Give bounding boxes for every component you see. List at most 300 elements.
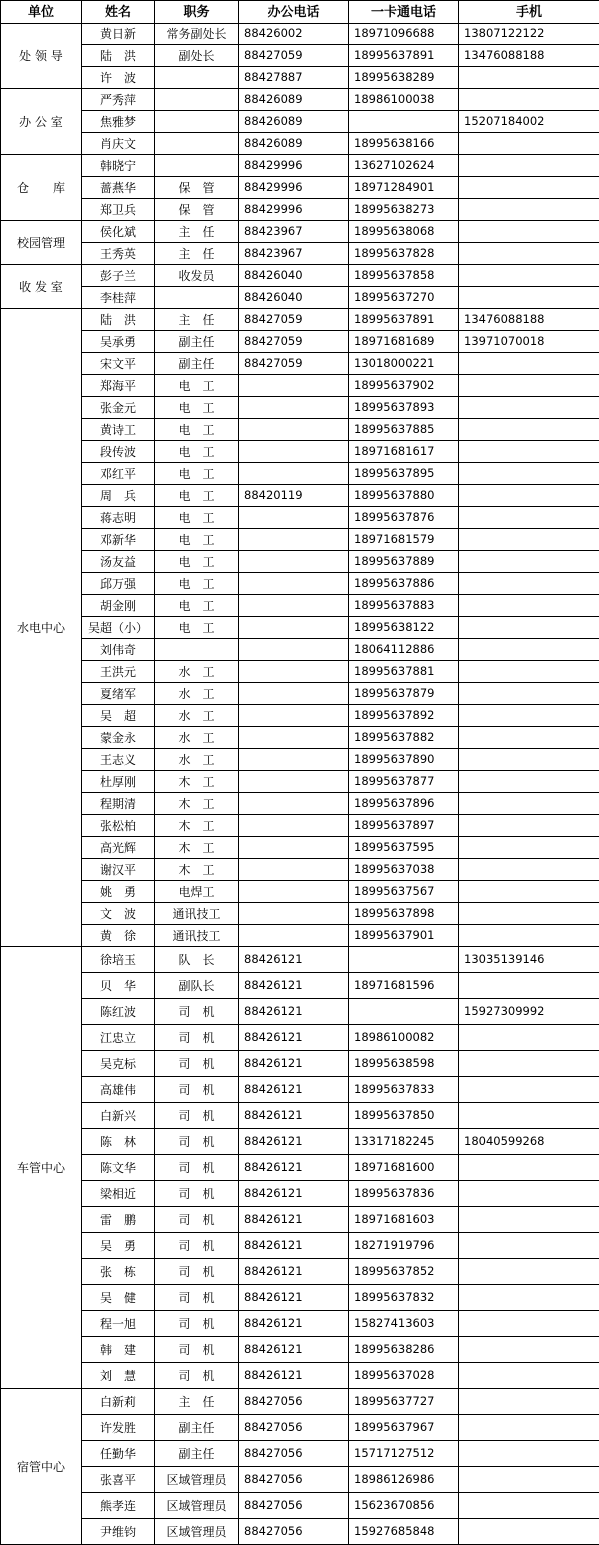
mobile-cell [459,903,599,925]
position-cell: 司 机 [155,1051,239,1077]
name-cell: 侯化斌 [82,221,155,243]
position-cell [155,155,239,177]
card-phone-cell: 18995637883 [349,595,459,617]
office-phone-cell: 88427056 [239,1441,349,1467]
position-cell [155,89,239,111]
name-cell: 周 兵 [82,485,155,507]
card-phone-cell: 18995637876 [349,507,459,529]
office-phone-cell: 88427887 [239,67,349,89]
position-cell: 副主任 [155,331,239,353]
mobile-cell [459,973,599,999]
office-phone-cell: 88427056 [239,1467,349,1493]
card-phone-cell [349,999,459,1025]
card-phone-cell: 18995637852 [349,1259,459,1285]
mobile-cell [459,815,599,837]
office-phone-cell: 88423967 [239,243,349,265]
mobile-cell [459,1181,599,1207]
name-cell: 吴 健 [82,1285,155,1311]
mobile-cell [459,573,599,595]
table-row [1,133,599,155]
table-row [1,551,599,573]
table-row [1,177,599,199]
card-phone-cell: 18995637880 [349,485,459,507]
mobile-cell [459,243,599,265]
position-cell: 司 机 [155,1363,239,1389]
mobile-cell [459,89,599,111]
table-row [1,331,599,353]
name-cell: 高光辉 [82,837,155,859]
office-phone-cell: 88427056 [239,1389,349,1415]
table-row [1,1415,599,1441]
office-phone-cell: 88427056 [239,1415,349,1441]
office-phone-cell: 88426121 [239,1207,349,1233]
card-phone-cell: 18064112886 [349,639,459,661]
name-cell: 江忠立 [82,1025,155,1051]
card-phone-cell: 18995637038 [349,859,459,881]
name-cell: 王秀英 [82,243,155,265]
name-cell: 许发胜 [82,1415,155,1441]
mobile-cell [459,727,599,749]
table-row [1,111,599,133]
name-cell: 黄日新 [82,24,155,45]
mobile-cell [459,595,599,617]
office-phone-cell: 88426121 [239,1363,349,1389]
header-name: 姓名 [82,1,155,24]
mobile-cell [459,771,599,793]
office-phone-cell [239,397,349,419]
table-row [1,947,599,973]
mobile-cell [459,1155,599,1181]
card-phone-cell: 13317182245 [349,1129,459,1155]
table-row [1,243,599,265]
mobile-cell [459,1519,599,1545]
name-cell: 程期清 [82,793,155,815]
office-phone-cell: 88426089 [239,111,349,133]
name-cell: 熊孝连 [82,1493,155,1519]
card-phone-cell: 18995637836 [349,1181,459,1207]
position-cell: 司 机 [155,1259,239,1285]
office-phone-cell: 88426121 [239,1181,349,1207]
office-phone-cell [239,705,349,727]
table-row [1,661,599,683]
card-phone-cell: 18995637895 [349,463,459,485]
office-phone-cell: 88426089 [239,133,349,155]
mobile-cell [459,375,599,397]
card-phone-cell: 18986100038 [349,89,459,111]
card-phone-cell [349,111,459,133]
name-cell: 刘 慧 [82,1363,155,1389]
table-row [1,1467,599,1493]
position-cell: 队 长 [155,947,239,973]
name-cell: 黄诗工 [82,419,155,441]
office-phone-cell [239,815,349,837]
office-phone-cell: 88426121 [239,999,349,1025]
table-row [1,749,599,771]
table-row [1,1441,599,1467]
card-phone-cell: 13018000221 [349,353,459,375]
name-cell: 尹维钧 [82,1519,155,1545]
card-phone-cell: 18995637891 [349,309,459,331]
mobile-cell: 13476088188 [459,45,599,67]
mobile-cell [459,1337,599,1363]
mobile-cell [459,1493,599,1519]
office-phone-cell [239,529,349,551]
name-cell: 徐培玉 [82,947,155,973]
name-cell: 陈 林 [82,1129,155,1155]
mobile-cell [459,1467,599,1493]
position-cell: 保 管 [155,177,239,199]
office-phone-cell: 88426121 [239,1077,349,1103]
office-phone-cell: 88426121 [239,1025,349,1051]
office-phone-cell [239,881,349,903]
table-row [1,595,599,617]
table-row [1,529,599,551]
office-phone-cell [239,771,349,793]
card-phone-cell: 18995637595 [349,837,459,859]
card-phone-cell: 18971681596 [349,973,459,999]
unit-cell: 宿管中心 [1,1389,82,1545]
mobile-cell [459,749,599,771]
position-cell: 司 机 [155,1285,239,1311]
unit-cell: 收 发 室 [1,265,82,309]
unit-cell: 水电中心 [1,309,82,947]
table-row [1,287,599,309]
position-cell: 木 工 [155,859,239,881]
table-row [1,419,599,441]
position-cell: 电 工 [155,617,239,639]
table-row [1,859,599,881]
name-cell: 胡金刚 [82,595,155,617]
office-phone-cell: 88426121 [239,1259,349,1285]
mobile-cell [459,683,599,705]
office-phone-cell: 88423967 [239,221,349,243]
header-row [1,1,599,24]
unit-cell: 车管中心 [1,947,82,1389]
office-phone-cell: 88426121 [239,973,349,999]
mobile-cell: 13971070018 [459,331,599,353]
table-row [1,441,599,463]
mobile-cell [459,1441,599,1467]
position-cell: 副主任 [155,353,239,375]
table-row [1,1519,599,1545]
position-cell: 司 机 [155,1311,239,1337]
mobile-cell [459,1207,599,1233]
table-row [1,1025,599,1051]
card-phone-cell: 18995637567 [349,881,459,903]
position-cell: 区域管理员 [155,1519,239,1545]
card-phone-cell: 18995637882 [349,727,459,749]
mobile-cell [459,837,599,859]
mobile-cell: 13035139146 [459,947,599,973]
office-phone-cell [239,617,349,639]
office-phone-cell: 88427059 [239,309,349,331]
office-phone-cell: 88426121 [239,1337,349,1363]
name-cell: 张松柏 [82,815,155,837]
position-cell: 常务副处长 [155,24,239,45]
mobile-cell: 13476088188 [459,309,599,331]
office-phone-cell: 88426040 [239,287,349,309]
name-cell: 陆 洪 [82,45,155,67]
office-phone-cell [239,573,349,595]
card-phone-cell: 18971681617 [349,441,459,463]
office-phone-cell: 88429996 [239,199,349,221]
card-phone-cell: 15827413603 [349,1311,459,1337]
table-row [1,1493,599,1519]
name-cell: 郑卫兵 [82,199,155,221]
position-cell: 主 任 [155,1389,239,1415]
name-cell: 韩 建 [82,1337,155,1363]
position-cell: 电 工 [155,485,239,507]
position-cell: 区域管理员 [155,1493,239,1519]
table-row [1,1207,599,1233]
card-phone-cell: 18971681689 [349,331,459,353]
table-row [1,463,599,485]
table-row [1,221,599,243]
mobile-cell [459,485,599,507]
mobile-cell [459,67,599,89]
table-row [1,67,599,89]
office-phone-cell [239,925,349,947]
table-row [1,881,599,903]
table-row [1,639,599,661]
name-cell: 程一旭 [82,1311,155,1337]
mobile-cell [459,705,599,727]
name-cell: 陆 洪 [82,309,155,331]
name-cell: 谢汉平 [82,859,155,881]
card-phone-cell: 15623670856 [349,1493,459,1519]
card-phone-cell: 18995637877 [349,771,459,793]
mobile-cell [459,1259,599,1285]
table-row [1,199,599,221]
header-position: 职务 [155,1,239,24]
mobile-cell [459,397,599,419]
position-cell: 木 工 [155,837,239,859]
card-phone-cell: 18971681579 [349,529,459,551]
name-cell: 张喜平 [82,1467,155,1493]
office-phone-cell [239,639,349,661]
card-phone-cell: 18971284901 [349,177,459,199]
table-row [1,573,599,595]
card-phone-cell: 18971681603 [349,1207,459,1233]
position-cell: 司 机 [155,1233,239,1259]
name-cell: 陈红波 [82,999,155,1025]
card-phone-cell: 18995637270 [349,287,459,309]
card-phone-cell: 18971681600 [349,1155,459,1181]
position-cell: 区域管理员 [155,1467,239,1493]
table-row [1,24,599,45]
card-phone-cell: 18995637898 [349,903,459,925]
table-row [1,1259,599,1285]
position-cell: 副主任 [155,1441,239,1467]
mobile-cell [459,199,599,221]
position-cell: 电 工 [155,551,239,573]
office-phone-cell: 88426121 [239,1233,349,1259]
table-row [1,397,599,419]
office-phone-cell [239,375,349,397]
office-phone-cell [239,463,349,485]
header-office-phone: 办公电话 [239,1,349,24]
mobile-cell: 18040599268 [459,1129,599,1155]
card-phone-cell: 18271919796 [349,1233,459,1259]
table-row [1,89,599,111]
position-cell: 司 机 [155,1207,239,1233]
name-cell: 吴克标 [82,1051,155,1077]
mobile-cell [459,1233,599,1259]
table-row [1,1155,599,1181]
office-phone-cell [239,595,349,617]
card-phone-cell: 18995637886 [349,573,459,595]
unit-cell: 校园管理 [1,221,82,265]
table-row [1,1051,599,1077]
position-cell: 司 机 [155,1181,239,1207]
card-phone-cell: 18995637832 [349,1285,459,1311]
position-cell [155,111,239,133]
card-phone-cell: 13627102624 [349,155,459,177]
table-row [1,793,599,815]
name-cell: 汤友益 [82,551,155,573]
office-phone-cell [239,837,349,859]
office-phone-cell: 88426121 [239,947,349,973]
card-phone-cell: 18995637890 [349,749,459,771]
position-cell [155,287,239,309]
name-cell: 吴超（小） [82,617,155,639]
mobile-cell [459,1285,599,1311]
name-cell: 陈文华 [82,1155,155,1181]
card-phone-cell: 18995637727 [349,1389,459,1415]
position-cell: 电 工 [155,441,239,463]
name-cell: 梁相近 [82,1181,155,1207]
name-cell: 严秀萍 [82,89,155,111]
card-phone-cell: 15927685848 [349,1519,459,1545]
mobile-cell [459,419,599,441]
card-phone-cell: 18995638166 [349,133,459,155]
mobile-cell [459,881,599,903]
card-phone-cell: 18971096688 [349,24,459,45]
position-cell [155,67,239,89]
table-row [1,265,599,287]
card-phone-cell: 18995638273 [349,199,459,221]
name-cell: 邓新华 [82,529,155,551]
card-phone-cell: 18995637897 [349,815,459,837]
name-cell: 高雄伟 [82,1077,155,1103]
table-row [1,1389,599,1415]
name-cell: 彭子兰 [82,265,155,287]
position-cell: 司 机 [155,1337,239,1363]
table-row [1,1233,599,1259]
name-cell: 夏绪军 [82,683,155,705]
unit-cell: 处 领 导 [1,24,82,89]
name-cell: 白新莉 [82,1389,155,1415]
card-phone-cell: 18995637028 [349,1363,459,1389]
header-unit: 单位 [1,1,82,24]
table-row [1,1285,599,1311]
office-phone-cell: 88420119 [239,485,349,507]
position-cell: 木 工 [155,815,239,837]
mobile-cell [459,353,599,375]
card-phone-cell: 18995637879 [349,683,459,705]
position-cell [155,639,239,661]
position-cell: 水 工 [155,727,239,749]
table-row [1,1103,599,1129]
name-cell: 吴 勇 [82,1233,155,1259]
mobile-cell [459,287,599,309]
card-phone-cell: 18995638598 [349,1051,459,1077]
mobile-cell [459,661,599,683]
card-phone-cell: 18995637901 [349,925,459,947]
card-phone-cell: 18995637858 [349,265,459,287]
position-cell: 主 任 [155,309,239,331]
mobile-cell [459,441,599,463]
name-cell: 贝 华 [82,973,155,999]
position-cell: 司 机 [155,1129,239,1155]
position-cell: 副主任 [155,1415,239,1441]
mobile-cell [459,1077,599,1103]
position-cell: 保 管 [155,199,239,221]
position-cell: 电 工 [155,375,239,397]
position-cell: 水 工 [155,661,239,683]
name-cell: 吴 超 [82,705,155,727]
office-phone-cell [239,551,349,573]
card-phone-cell: 18995637902 [349,375,459,397]
office-phone-cell [239,441,349,463]
office-phone-cell: 88427059 [239,331,349,353]
position-cell: 电 工 [155,397,239,419]
position-cell: 司 机 [155,1155,239,1181]
name-cell: 吴承勇 [82,331,155,353]
mobile-cell [459,177,599,199]
office-phone-cell: 88426121 [239,1311,349,1337]
mobile-cell [459,551,599,573]
position-cell: 电 工 [155,463,239,485]
mobile-cell [459,793,599,815]
office-phone-cell: 88426121 [239,1103,349,1129]
name-cell: 邱万强 [82,573,155,595]
position-cell: 电 工 [155,573,239,595]
name-cell: 许 波 [82,67,155,89]
card-phone-cell: 18995637850 [349,1103,459,1129]
office-phone-cell: 88426121 [239,1129,349,1155]
card-phone-cell [349,947,459,973]
table-row [1,683,599,705]
position-cell: 司 机 [155,1077,239,1103]
mobile-cell [459,1415,599,1441]
office-phone-cell: 88426121 [239,1285,349,1311]
name-cell: 邓红平 [82,463,155,485]
table-row [1,1311,599,1337]
name-cell: 蔷燕华 [82,177,155,199]
office-phone-cell: 88426002 [239,24,349,45]
mobile-cell: 13807122122 [459,24,599,45]
name-cell: 黄 徐 [82,925,155,947]
name-cell: 王志义 [82,749,155,771]
position-cell: 电 工 [155,507,239,529]
name-cell: 李桂萍 [82,287,155,309]
mobile-cell [459,221,599,243]
office-phone-cell: 88429996 [239,155,349,177]
name-cell: 白新兴 [82,1103,155,1129]
table-row [1,1077,599,1103]
mobile-cell: 15207184002 [459,111,599,133]
mobile-cell [459,639,599,661]
name-cell: 宋文平 [82,353,155,375]
name-cell: 郑海平 [82,375,155,397]
table-row [1,705,599,727]
card-phone-cell: 18995637828 [349,243,459,265]
card-phone-cell: 18995638289 [349,67,459,89]
card-phone-cell: 18986100082 [349,1025,459,1051]
card-phone-cell: 15717127512 [349,1441,459,1467]
card-phone-cell: 18995637833 [349,1077,459,1103]
